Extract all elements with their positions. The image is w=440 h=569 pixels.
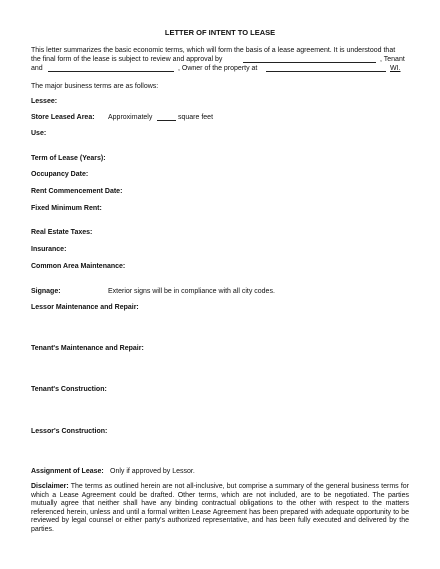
- disclaimer-text: The terms as outlined herein are not all-inclusive, but comprise a summary of the general business terms for which a Lease Agreement could be drafted. Other terms, which are not included, are to be negotiated. The parties mutually agree that neither shall have any binding contractual obligations to the other with respect to the matters referenced herein, unless and until a formal written Lease Agreement has been prepared with adequate opportunity to be reviewed by legal counsel or either party's authorized representative, and has been fully executed and delivered by the parties.: [31, 483, 409, 533]
- assignment-value: Only if approved by Lessor.: [110, 468, 195, 475]
- real-estate-taxes-label: Real Estate Taxes:: [31, 229, 93, 236]
- store-area-label: Store Leased Area:: [31, 114, 95, 121]
- intro-owner-label: , Owner of the property at: [178, 65, 258, 72]
- lessee-label: Lessee:: [31, 98, 58, 105]
- lessor-construction-label: Lessor's Construction:: [31, 428, 108, 435]
- intro-line-2: the final form of the lease is subject to review and approval by: [31, 56, 223, 63]
- insurance-label: Insurance:: [31, 246, 67, 253]
- term-label: Term of Lease (Years):: [31, 155, 106, 162]
- terms-intro: The major business terms are as follows:: [31, 83, 159, 90]
- approver-blank[interactable]: [243, 62, 376, 63]
- cam-label: Common Area Maintenance:: [31, 263, 126, 270]
- use-label: Use:: [31, 130, 47, 137]
- rent-commencement-label: Rent Commencement Date:: [31, 188, 123, 195]
- tenant-maintenance-label: Tenant's Maintenance and Repair:: [31, 345, 144, 352]
- disclaimer-paragraph: [31, 483, 409, 535]
- intro-line-1: This letter summarizes the basic economic terms, which will form the basis of a lease agreement. It is understood that: [31, 47, 396, 54]
- signage-label: Signage:: [31, 288, 61, 295]
- document-title: LETTER OF INTENT TO LEASE: [164, 28, 276, 37]
- disclaimer-heading: Disclaimer:: [31, 483, 69, 490]
- property-address-blank[interactable]: [266, 71, 386, 72]
- lessor-maintenance-label: Lessor Maintenance and Repair:: [31, 304, 139, 311]
- fixed-rent-label: Fixed Minimum Rent:: [31, 205, 102, 212]
- signage-value: Exterior signs will be in compliance with all city codes.: [108, 288, 275, 295]
- tenant-construction-label: Tenant's Construction:: [31, 386, 107, 393]
- assignment-label: Assignment of Lease:: [31, 468, 104, 475]
- intro-state-label: WI.: [390, 65, 401, 72]
- occupancy-label: Occupancy Date:: [31, 171, 89, 178]
- intro-line-3-and: and: [31, 65, 43, 72]
- square-feet-blank[interactable]: [157, 120, 176, 121]
- owner-blank[interactable]: [48, 71, 174, 72]
- intro-tenant-label: , Tenant: [380, 56, 405, 63]
- store-area-suffix: square feet: [178, 114, 214, 121]
- store-area-prefix: Approximately: [108, 114, 153, 121]
